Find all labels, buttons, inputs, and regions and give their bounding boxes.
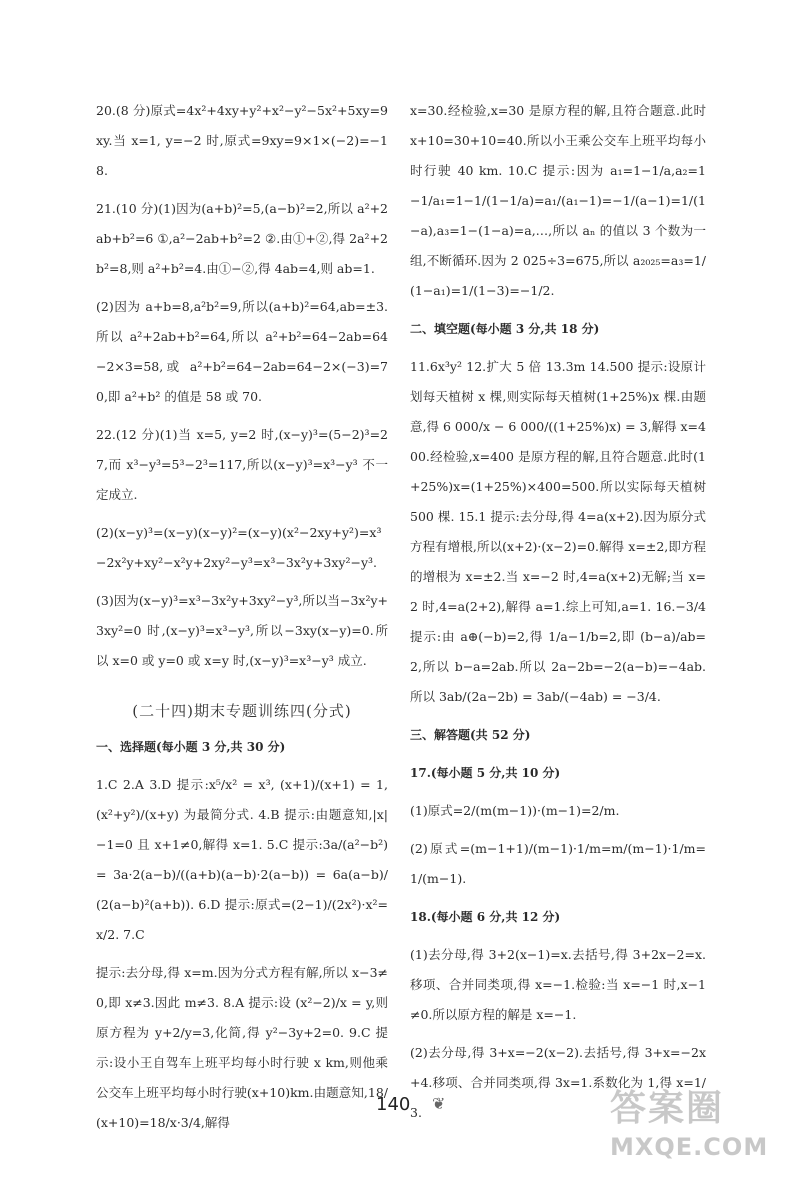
answer-22-part-3: (3)因为(x−y)³=x³−3x²y+3xy²−y³,所以当−3x²y+3xy²=0 时,(x−y)³=x³−y³,所以−3xy(x−y)=0.所以 x=0 或 y=0 或 x=y 时,(x−y)³=x³−y³ 成立.	[96, 593, 388, 668]
answer-20: 20.(8 分)原式=4x²+4xy+y²+x²−y²−5x²+5xy=9xy.当 x=1, y=−2 时,原式=9xy=9×1×(−2)=−18.	[96, 103, 388, 178]
multiple-choice-header: 一、选择题(每小题 3 分,共 30 分)	[96, 740, 286, 754]
answer-18-part-1: (1)去分母,得 3+2(x−1)=x.去括号,得 3+2x−2=x.移项、合并同类项,得 x=−1.检验:当 x=−1 时,x−1≠0.所以原方程的解是 x=−1.	[410, 947, 706, 1022]
right-column	[410, 96, 706, 1136]
multiple-choice-answers-1: 1.C 2.A 3.D 提示:x⁵/x² = x³, (x+1)/(x+1) = 1, (x²+y²)/(x+y) 为最简分式. 4.B 提示:由题意知,|x|−1=0 且 x+1≠0,解得 x=1. 5.C 提示:3a/(a²−b²) = 3a·2(a−b)/((a+b)(a−b)·2(a−b)) = 6a(a−b)/(2(a−b)²(a+b)). 6.D 提示:原式=(2−1)/(2x²)·x²=x/2. 7.C	[96, 777, 388, 942]
leaf-ornament-icon: ❦	[432, 1094, 446, 1113]
page-number: 140	[376, 1094, 411, 1115]
answer-22-part-1: 22.(12 分)(1)当 x=5, y=2 时,(x−y)³=(5−2)³=27,而 x³−y³=5³−2³=117,所以(x−y)³=x³−y³ 不一定成立.	[96, 427, 388, 502]
section-title: (二十四)期末专题训练四(分式)	[132, 702, 352, 720]
answer-17-header: 17.(每小题 5 分,共 10 分)	[410, 766, 561, 780]
watermark-logo-text: 答案圈	[610, 1088, 725, 1129]
multiple-choice-answers-2: 提示:去分母,得 x=m.因为分式方程有解,所以 x−3≠0,即 x≠3.因此 m≠3. 8.A 提示:设 (x²−2)/x = y,则原方程为 y+2/y=3,化简,得 y²−3y+2=0. 9.C 提示:设小王自驾车上班平均每小时行驶 x km,则他乘公交车上班平均每小时行驶(x+10)km.由题意知,18/(x+10)=18/x·3/4,解得	[96, 965, 388, 1130]
solve-header: 三、解答题(共 52 分)	[410, 728, 531, 742]
answer-18-part-2: (2)去分母,得 3+x=−2(x−2).去括号,得 3+x=−2x+4.移项、合并同类项,得 3x=1.系数化为 1,得 x=1/3.	[410, 1045, 706, 1120]
answer-18-header: 18.(每小题 6 分,共 12 分)	[410, 910, 561, 924]
site-watermark	[610, 1080, 768, 1161]
answer-17-part-2: (2)原式=(m−1+1)/(m−1)·1/m=m/(m−1)·1/m=1/(m−1).	[410, 841, 706, 886]
answer-9-10-continued: x=30.经检验,x=30 是原方程的解,且符合题意.此时 x+10=30+10=40.所以小王乘公交车上班平均每小时行驶 40 km. 10.C 提示:因为 a₁=1−1/a,a₂=1−1/a₁=1−1/(1−1/a)=a₁/(a₁−1)=−1/(a−1)=1/(1−a),a₃=1−(1−a)=a,…,所以 aₙ 的值以 3 个数为一组,不断循环.因为 2 025÷3=675,所以 a₂₀₂₅=a₃=1/(1−a₁)=1/(1−3)=−1/2.	[410, 103, 706, 298]
fill-in-header: 二、填空题(每小题 3 分,共 18 分)	[410, 322, 600, 336]
answer-22-part-2: (2)(x−y)³=(x−y)(x−y)²=(x−y)(x²−2xy+y²)=x³−2x²y+xy²−x²y+2xy²−y³=x³−3x²y+3xy²−y³.	[96, 525, 382, 570]
left-column	[96, 96, 388, 1146]
answer-21-part-2: (2)因为 a+b=8,a²b²=9,所以(a+b)²=64,ab=±3.所以 a²+2ab+b²=64,所以 a²+b²=64−2ab=64−2×3=58,或 a²+b²=64−2ab=64−2×(−3)=70,即 a²+b² 的值是 58 或 70.	[96, 299, 388, 404]
watermark-domain: MXQE.COM	[610, 1133, 769, 1161]
fill-in-answers: 11.6x³y² 12.扩大 5 倍 13.3m 14.500 提示:设原计划每天植树 x 棵,则实际每天植树(1+25%)x 棵.由题意,得 6 000/x − 6 000/((1+25%)x) = 3,解得 x=400.经检验,x=400 是原方程的解,且符合题意.此时(1+25%)x=(1+25%)×400=500.所以实际每天植树 500 棵. 15.1 提示:去分母,得 4=a(x+2).因为原分式方程有增根,所以(x+2)·(x−2)=0.解得 x=±2,即方程的增根为 x=±2.当 x=−2 时,4=a(x+2)无解;当 x=2 时,4=a(2+2),解得 a=1.综上可知,a=1. 16.−3/4 提示:由 a⊕(−b)=2,得 1/a−1/b=2,即 (b−a)/ab=2,所以 b−a=2ab.所以 2a−2b=−2(a−b)=−4ab.所以 3ab/(2a−2b) = 3ab/(−4ab) = −3/4.	[410, 359, 706, 704]
answer-17-part-1: (1)原式=2/(m(m−1))·(m−1)=2/m.	[410, 803, 620, 818]
answer-21-part-1: 21.(10 分)(1)因为(a+b)²=5,(a−b)²=2,所以 a²+2ab+b²=6 ①,a²−2ab+b²=2 ②.由①+②,得 2a²+2b²=8,则 a²+b²=4.由①−②,得 4ab=4,则 ab=1.	[96, 201, 388, 276]
